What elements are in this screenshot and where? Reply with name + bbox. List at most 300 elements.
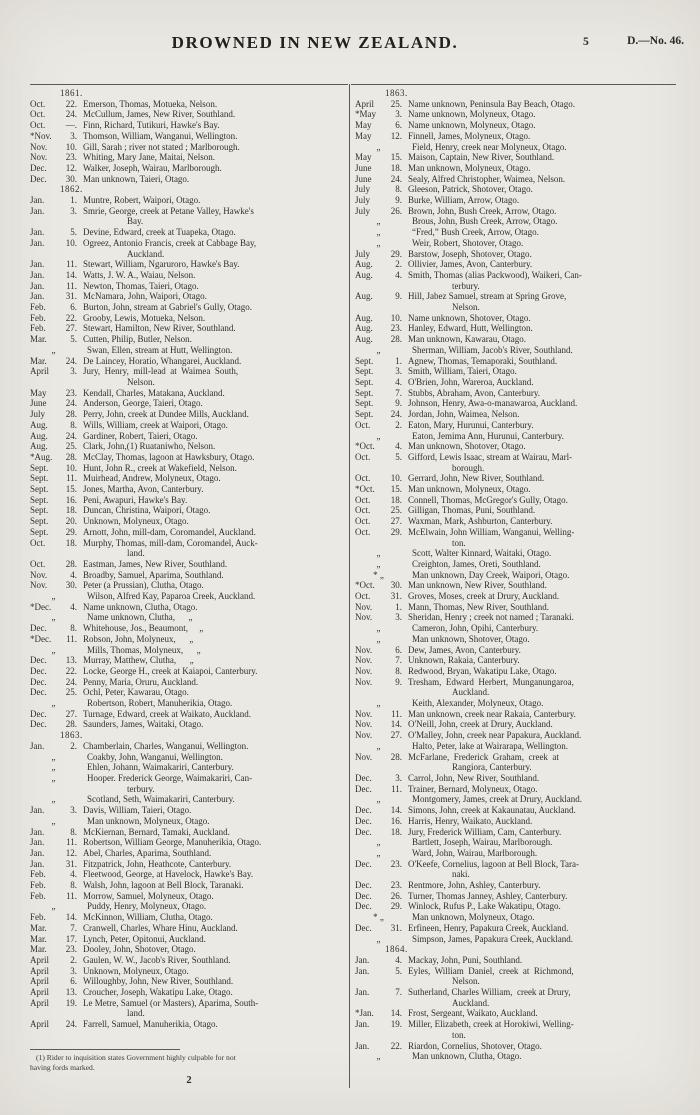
record-text: Simons, John, creek at Kakaunatau, Auckland. [408, 805, 576, 816]
record-date: Jan. 2. [30, 740, 77, 751]
record-date: July 29. [355, 248, 402, 259]
record-text: borough. [452, 462, 485, 473]
record-text: Finn, Richard, Tutikuri, Hawke's Bay. [83, 120, 220, 131]
record-date: Jan. 19. [355, 1019, 402, 1030]
record-text: land. [127, 1008, 145, 1019]
record-line [355, 709, 676, 720]
record-line [30, 741, 348, 752]
record-text: Jury, Frederick William, Cam, Canterbury. [408, 826, 562, 837]
record-line [355, 934, 676, 945]
record-line [30, 516, 348, 527]
record-text: Man unknown, Taieri, Otago. [83, 173, 190, 184]
left-column-records [30, 88, 348, 1030]
record-text: Unknown, Molyneux, Otago. [83, 516, 189, 527]
record-text: Rentmore, John, Ashley, Canterbury. [408, 880, 541, 891]
record-date: May 6. [355, 120, 402, 131]
record-text: Man unknown, Molyneux, Otago. [87, 815, 210, 826]
ditto-mark: „ [51, 644, 56, 655]
record-text: Smrie, George, creek at Petane Valley, Hawke's [83, 205, 254, 216]
record-text: Muntre, Robert, Waipori, Otago. [83, 195, 201, 206]
record-text: Smith, Thomas (alias Packwood), Waikeri, Can- [408, 269, 582, 280]
record-text: Tresham, Edward Herbert, Munganungaroa, [408, 676, 574, 687]
record-text: Stewart, William, Ngaruroro, Hawke's Bay. [83, 259, 240, 270]
record-line [30, 227, 348, 238]
record-line [355, 259, 676, 270]
record-text: Gifford, Lewis Isaac, stream at Wairau, Marl- [408, 451, 573, 462]
record-text: Hill, Jabez Samuel, stream at Spring Grove, [408, 291, 567, 302]
record-text: Jordan, John, Waimea, Nelson. [408, 409, 520, 420]
record-text: Whiting, Mary Jane, Maitai, Nelson. [83, 152, 215, 163]
record-date: Feb. 8. [30, 880, 77, 891]
record-text: Croucher, Joseph, Wakatipu Lake, Otago. [83, 987, 233, 998]
record-text: Muirhead, Andrew, Molyneux, Otago. [83, 473, 221, 484]
ditto-mark: „ [376, 1051, 381, 1062]
ditto-mark: „ [376, 558, 381, 569]
record-text: Auckland. [127, 248, 165, 259]
record-line [30, 345, 348, 356]
record-line [355, 206, 676, 217]
right-column [351, 84, 676, 1088]
record-line [30, 805, 348, 816]
record-text: Riardon, Cornelius, Shotover, Otago. [408, 1040, 542, 1051]
record-line [355, 174, 676, 185]
record-text: Name unknown, Clutha, „ [87, 612, 193, 623]
record-line [355, 131, 676, 142]
record-line [30, 495, 348, 506]
record-line [30, 131, 348, 142]
ditto-mark: „ [376, 548, 381, 559]
record-continuation [30, 249, 348, 260]
record-text: Name unknown, Molyneux, Otago. [408, 120, 536, 131]
record-date: Jan. 11. [30, 837, 77, 848]
record-date: Jan. 11. [30, 280, 77, 291]
record-date: Dec. 23. [355, 880, 402, 891]
record-text: Perry, John, creek at Dundee Mills, Auckland. [83, 409, 249, 420]
record-line [355, 527, 676, 538]
record-line [355, 859, 676, 870]
record-text: Nelson. [452, 976, 480, 987]
ditto-mark: „ [376, 794, 381, 805]
record-text: Name unknown, Molyneux, Otago. [408, 109, 536, 120]
record-text: Murphy, Thomas, mill-dam, Coromandel, Auck- [83, 537, 258, 548]
record-text: Man unknown, Molyneux, Otago. [408, 484, 531, 495]
ditto-mark: „ [376, 623, 381, 634]
record-line [30, 270, 348, 281]
record-line [355, 827, 676, 838]
record-line [355, 816, 676, 827]
record-text: Barstow, Joseph, Shotover, Otago. [408, 248, 532, 259]
record-line [355, 837, 676, 848]
record-text: Swan, Ellen, stream at Hutt, Wellington. [87, 344, 233, 355]
record-text: Turner, Thomas Janney, Ashley, Canterbury. [408, 890, 568, 901]
record-line [30, 837, 348, 848]
record-line [355, 291, 676, 302]
record-text: Man unknown, Shotover, Otago. [412, 633, 530, 644]
record-line [355, 409, 676, 420]
record-line [30, 431, 348, 442]
record-line [30, 302, 348, 313]
record-text: Arnott, John, mill-dam, Coromandel, Auckland. [83, 526, 256, 537]
record-line [30, 398, 348, 409]
record-line [30, 794, 348, 805]
record-line [355, 645, 676, 656]
record-date: Feb. 14. [30, 912, 77, 923]
record-line [355, 719, 676, 730]
record-date: Nov. 23. [30, 152, 77, 163]
record-date: June 24. [30, 398, 77, 409]
record-text: Duncan, Christina, Waipori, Otago. [83, 505, 211, 516]
record-line [30, 612, 348, 623]
record-text: Walker, Joseph, Wairau, Marlborough. [83, 162, 222, 173]
record-text: Gerrard, John, New River, Southland. [408, 473, 545, 484]
record-date: Dec. 27. [30, 708, 77, 719]
record-text: Grooby, Lewis, Motueka, Nelson. [83, 312, 206, 323]
ditto-mark: „ [376, 837, 381, 848]
record-text: Agnew, Thomas, Temaporaki, Southland. [408, 355, 558, 366]
record-line [355, 452, 676, 463]
record-line [30, 891, 348, 902]
record-line [30, 752, 348, 763]
footnote-rule [30, 1049, 180, 1050]
record-text: Weir, Robert, Shotover, Otago. [412, 237, 524, 248]
record-text: Johnson, Henry, Awa-o-manawaroa, Auckland. [408, 398, 578, 409]
record-line [30, 356, 348, 367]
record-text: Eastman, James, New River, Southland. [83, 558, 228, 569]
record-text: Name unknown, Peninsula Bay Beach, Otago. [408, 98, 575, 109]
record-date: Sept. 3. [355, 366, 402, 377]
record-text: Creighton, James, Oreti, Southland. [412, 558, 541, 569]
record-line [30, 505, 348, 516]
record-text: Auckland. [452, 997, 490, 1008]
footnote-line: (1) Rider to inquisition states Government highly culpable for not [36, 1053, 236, 1063]
record-line [30, 976, 348, 987]
record-line [355, 1008, 676, 1019]
record-text: Penny, Maria, Oruru, Auckland. [83, 676, 199, 687]
record-date: April 25. [355, 98, 402, 109]
record-continuation [30, 216, 348, 227]
record-date: April 3. [30, 965, 77, 976]
record-line [355, 966, 676, 977]
ditto-mark: „ [51, 773, 56, 783]
record-date: Dec. 26. [355, 890, 402, 901]
ditto-mark: „ [376, 740, 381, 751]
record-line [30, 163, 348, 174]
record-date: Jan. 7. [355, 987, 402, 998]
record-line [355, 505, 676, 516]
record-date: *Oct. 4. [355, 441, 402, 452]
record-line [30, 1019, 348, 1030]
record-line [355, 334, 676, 345]
record-date: Oct. 22. [30, 98, 77, 109]
record-line [355, 591, 676, 602]
record-line [30, 880, 348, 891]
record-text: Man unknown, Molyneux, Otago. [412, 912, 535, 923]
record-text: De Laincey, Horatio, Whangarei, Auckland. [83, 355, 242, 366]
record-text: Jones, Martha, Avon, Canterbury. [83, 484, 204, 495]
record-date: *Jan. 14. [355, 1008, 402, 1019]
record-line [30, 538, 348, 549]
record-text: “Fred,” Bush Creek, Arrow, Otago. [412, 227, 539, 238]
record-text: Gill, Sarah ; river not stated ; Marlborough. [83, 141, 240, 152]
record-date: April 24. [30, 1019, 77, 1030]
record-line [30, 323, 348, 334]
record-line [30, 987, 348, 998]
record-date: Jan. 3. [30, 205, 77, 216]
record-line [355, 1051, 676, 1062]
record-date: Dec. 18. [355, 826, 402, 837]
record-text: Anderson, George, Taieri, Otago. [83, 398, 203, 409]
record-text: Locke, George H., creek at Kaiapoi, Canterbury. [83, 665, 258, 676]
record-date: Dec. 13. [30, 655, 77, 666]
record-date: Aug. 9. [355, 291, 402, 302]
record-date: May 12. [355, 130, 402, 141]
year-heading: 1863. [385, 88, 408, 98]
record-date: April 6. [30, 976, 77, 987]
record-date: Oct. 29. [355, 526, 402, 537]
record-date: Nov. 27. [355, 730, 402, 741]
record-line [30, 174, 348, 185]
record-date: Sept. 18. [30, 505, 77, 516]
record-date: Jan. 10. [30, 237, 77, 248]
ditto-mark: „ [51, 794, 56, 805]
record-date: Feb. 11. [30, 890, 77, 901]
year-heading: 1863. [60, 730, 83, 741]
record-text: Frost, Sergeant, Waikato, Auckland. [408, 1008, 538, 1019]
record-date: April 19. [30, 997, 77, 1008]
record-date: Nov. 9. [355, 676, 402, 687]
record-text: Burke, William, Arrow, Otago. [408, 195, 520, 206]
record-date: *Aug. 28. [30, 451, 77, 462]
record-line [30, 120, 348, 131]
record-line [355, 602, 676, 613]
record-text: Scotland, Seth, Waimakariri, Canterbury. [87, 794, 235, 805]
record-date: *Oct. 15. [355, 484, 402, 495]
record-text: Sutherland, Charles William, creek at Drury, [408, 987, 571, 998]
record-date: Aug. 8. [30, 419, 77, 430]
record-continuation [30, 377, 348, 388]
record-line [355, 388, 676, 399]
record-line [355, 356, 676, 367]
record-line [355, 784, 676, 795]
record-line [355, 516, 676, 527]
record-line [30, 206, 348, 217]
record-line [355, 1041, 676, 1052]
record-line [30, 484, 348, 495]
record-line [355, 698, 676, 709]
record-line [355, 912, 676, 923]
record-text: Connell, Thomas, McGregor's Gully, Otago. [408, 494, 568, 505]
record-text: Brous, John, Bush Creek, Arrow, Otago. [412, 216, 558, 227]
record-text: Man unknown, Day Creek, Waipori, Otago. [412, 569, 570, 580]
record-text: Simpson, James, Papakura Creek, Auckland. [412, 933, 573, 944]
record-date: Dec. 25. [30, 687, 77, 698]
record-line [30, 409, 348, 420]
record-line [30, 698, 348, 709]
record-text: Thomson, William, Wanganui, Wellington. [83, 130, 238, 141]
record-text: Coakby, John, Wanganui, Wellington. [87, 751, 223, 762]
record-date: Jan. 31. [30, 291, 77, 302]
record-line [30, 259, 348, 270]
record-line [355, 313, 676, 324]
record-text: McKiernan, Bernard, Tamaki, Auckland. [83, 826, 230, 837]
record-date: Dec. 16. [355, 815, 402, 826]
record-date: *May 3. [355, 109, 402, 120]
record-text: Mann, Thomas, New River, Southland. [408, 601, 549, 612]
record-text: Hunt, John R., creek at Wakefield, Nelson. [83, 462, 237, 473]
record-line [355, 377, 676, 388]
record-date: *Dec. 11. [30, 633, 77, 644]
ditto-mark: „ [376, 237, 381, 248]
record-text: Morrow, Samuel, Molyneux, Otago. [83, 890, 214, 901]
record-line [30, 420, 348, 431]
record-line [355, 227, 676, 238]
record-text: Miller, Elizabeth, creek at Horokiwi, Welling- [408, 1019, 574, 1030]
record-date: Oct. 18. [30, 537, 77, 548]
record-date: Jan. 8. [30, 826, 77, 837]
record-date: Oct. —. [30, 120, 77, 131]
record-line [355, 216, 676, 227]
record-text: Field, Henry, creek near Molyneux, Otago. [412, 141, 567, 152]
record-text: Ollivier, James, Avon, Canterbury. [408, 259, 533, 270]
record-date: Sept. 11. [30, 473, 77, 484]
record-line [30, 473, 348, 484]
record-continuation [30, 784, 348, 795]
record-date: Feb. 22. [30, 312, 77, 323]
record-date: Dec. 12. [30, 162, 77, 173]
record-date: Dec. 31. [355, 922, 402, 933]
record-date: Dec. 29. [355, 901, 402, 912]
record-text: McKinnon, William, Clutha, Otago. [83, 912, 213, 923]
record-text: Montgomery, James, creek at Drury, Auckland. [412, 794, 583, 805]
record-date: Oct. 2. [355, 419, 402, 430]
record-line [355, 580, 676, 591]
record-text: Stubbs, Abraham, Avon, Canterbury. [408, 387, 540, 398]
record-date: Dec. 28. [30, 719, 77, 730]
record-text: Man unknown, creek near Rakaia, Canterbury. [408, 708, 576, 719]
record-text: Watts, J. W. A., Waiau, Nelson. [83, 269, 196, 280]
record-text: Bay. [127, 216, 144, 227]
record-text: Broadby, Samuel, Aparima, Southland. [83, 569, 224, 580]
record-line [355, 741, 676, 752]
record-date: Jan. 5. [355, 965, 402, 976]
record-line [355, 1019, 676, 1030]
record-line [30, 848, 348, 859]
record-date: Jan. 22. [355, 1040, 402, 1051]
ditto-mark: „ [376, 227, 381, 238]
record-text: Whitehouse, Jos., Beaumont, „ [83, 623, 204, 634]
record-line [30, 816, 348, 827]
ditto-mark: „ [376, 933, 381, 944]
record-line [30, 623, 348, 634]
record-line [30, 463, 348, 474]
record-line [355, 431, 676, 442]
record-line [355, 398, 676, 409]
record-date: Sept. 4. [355, 376, 402, 387]
record-line [355, 484, 676, 495]
record-text: Nelson. [452, 302, 480, 313]
record-date: Mar. 24. [30, 355, 77, 366]
record-date: Sept. 24. [355, 409, 402, 420]
record-text: Turnage, Edward, creek at Waikato, Auckland. [83, 708, 251, 719]
record-text: Man unknown, Molyneux, Otago. [408, 162, 531, 173]
page-title: DROWNED IN NEW ZEALAND. [171, 33, 459, 52]
record-text: Mackay, John, Puni, Southland. [408, 954, 523, 965]
record-line [355, 441, 676, 452]
record-text: Lynch, Peter, Opitonui, Auckland. [83, 933, 206, 944]
record-date: Mar. 23. [30, 944, 77, 955]
record-text: Peni, Awapuri, Hawke's Bay. [83, 494, 188, 505]
record-line [355, 366, 676, 377]
record-date: Nov. 28. [355, 751, 402, 762]
record-text: Ward, John, Wairau, Marlborough. [412, 847, 538, 858]
record-line [30, 238, 348, 249]
two-column-list [30, 84, 676, 1088]
record-line [30, 334, 348, 345]
year-heading: 1861. [60, 88, 83, 98]
record-text: Gaulen, W. W., Jacob's River, Southland. [83, 954, 231, 965]
record-date: Sept. 1. [355, 355, 402, 366]
record-date: Dec. 14. [355, 805, 402, 816]
record-line [30, 452, 348, 463]
record-line [30, 966, 348, 977]
record-text: Redwood, Bryan, Wakatipu Lake, Otago. [408, 665, 557, 676]
record-line [355, 677, 676, 688]
record-text: Farrell, Samuel, Manuherikia, Otago. [83, 1019, 218, 1030]
record-line [30, 677, 348, 688]
record-line [355, 891, 676, 902]
record-line [355, 559, 676, 570]
record-text: Finnell, James, Molyneux, Otago. [408, 130, 531, 141]
record-continuation [355, 998, 676, 1009]
record-line [30, 591, 348, 602]
record-date: Dec. 30. [30, 173, 77, 184]
record-line [355, 848, 676, 859]
record-date: July 8. [355, 184, 402, 195]
record-date: Mar. 5. [30, 334, 77, 345]
record-date: Jan. 5. [30, 227, 77, 238]
record-text: Ochl, Peter, Kawarau, Otago. [83, 687, 189, 698]
record-date: July 9. [355, 195, 402, 206]
record-text: Man unknown, Kawarau, Otago. [408, 334, 526, 345]
record-line [30, 666, 348, 677]
record-text: Winlock, Rufus P., Lake Wakatipu, Otago. [408, 901, 561, 912]
ditto-mark: „ [376, 847, 381, 858]
ditto-mark: „ [51, 698, 56, 709]
record-text: Fitzpatrick, John, Heathcote, Canterbury. [83, 858, 232, 869]
record-text: Wilson, Alfred Kay, Paparoa Creek, Auckland. [87, 591, 256, 602]
record-line [355, 195, 676, 206]
record-line [30, 859, 348, 870]
ditto-mark: „ [376, 698, 381, 709]
record-text: Bartlett, Joseph, Wairau, Marlborough. [412, 837, 553, 848]
record-text: O'Keefe, Cornelius, lagoon at Bell Block, Tara- [408, 858, 580, 869]
record-text: Devine, Edward, creek at Tuapeka, Otago. [83, 227, 236, 238]
record-text: Saunders, James, Waitaki, Otago. [83, 719, 204, 730]
record-line [30, 109, 348, 120]
record-line [355, 142, 676, 153]
record-line [30, 602, 348, 613]
record-text: McElwain, John William, Wanganui, Welling- [408, 526, 575, 537]
record-text: Unknown, Rakaia, Canterbury. [408, 655, 520, 666]
record-text: Robertson, William George, Manuherikia, Otago. [83, 837, 262, 848]
record-date: Dec. 8. [30, 623, 77, 634]
record-text: Name unknown, Shotover, Otago. [408, 312, 531, 323]
record-text: Walsh, John, lagoon at Bell Block, Taranaki. [83, 880, 244, 891]
record-line [355, 773, 676, 784]
record-continuation [355, 976, 676, 987]
record-line [30, 912, 348, 923]
record-line [355, 612, 676, 623]
